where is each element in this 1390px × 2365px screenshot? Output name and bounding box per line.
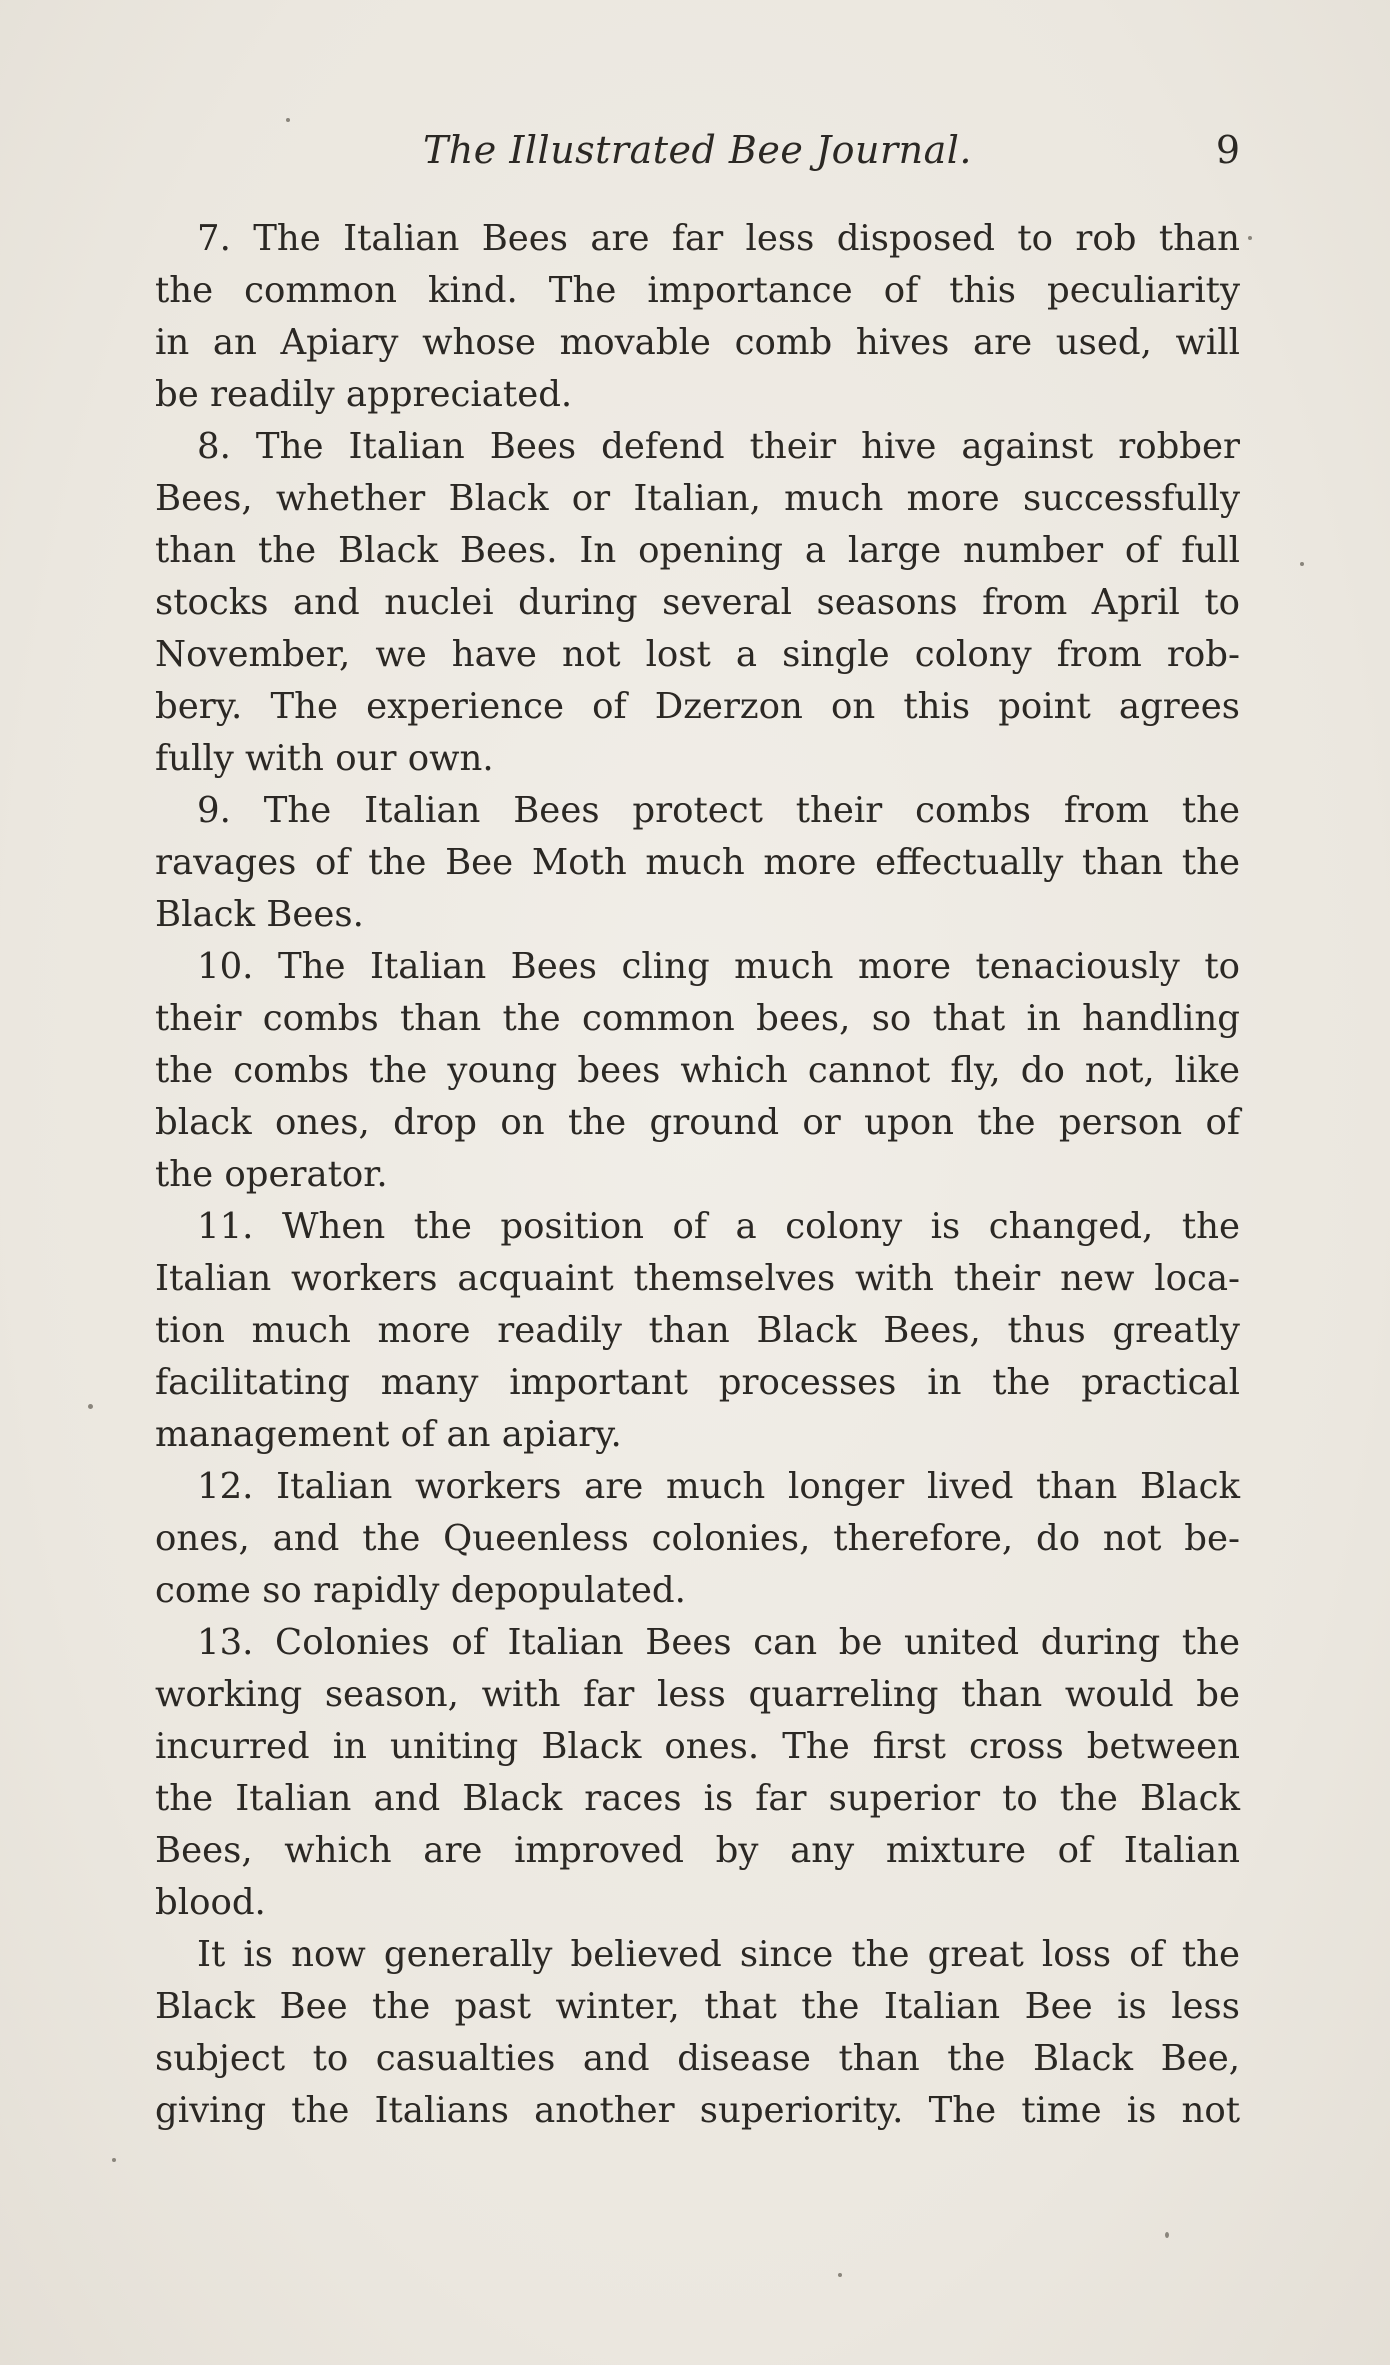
paper-speck (1248, 236, 1252, 240)
text-line: 10. The Italian Bees cling much more tenaciously to (197, 946, 1240, 987)
paper-speck (1165, 2232, 1169, 2238)
body-text (155, 213, 1240, 2137)
text-line: stocks and nuclei during several seasons from April to (155, 582, 1240, 623)
text-line: working season, with far less quarreling than would be (155, 1674, 1240, 1715)
text-line: Black Bee the past winter, that the Italian Bee is less (155, 1986, 1240, 2027)
text-line: management of an apiary. (155, 1414, 622, 1455)
paper-speck (286, 118, 290, 122)
text-line: 9. The Italian Bees protect their combs from the (197, 790, 1240, 831)
paper-speck (1300, 562, 1304, 566)
text-line: 8. The Italian Bees defend their hive against robber (197, 426, 1240, 467)
text-line: Bees, whether Black or Italian, much more successfully (155, 478, 1240, 519)
paper-speck (838, 2273, 842, 2277)
text-line: facilitating many important processes in the practical (155, 1362, 1240, 1403)
text-line: ravages of the Bee Moth much more effectually than the (155, 842, 1240, 883)
text-line: November, we have not lost a single colony from rob- (155, 634, 1240, 675)
text-line: be readily appreciated. (155, 374, 573, 415)
running-header (155, 128, 1240, 188)
text-line: It is now generally believed since the great loss of the (197, 1934, 1240, 1975)
page-number: 9 (1215, 128, 1240, 172)
text-line: giving the Italians another superiority. The time is not (155, 2090, 1240, 2131)
text-line: blood. (155, 1882, 266, 1923)
running-title: The Illustrated Bee Journal. (422, 128, 973, 172)
text-line: 12. Italian workers are much longer lived than Black (197, 1466, 1240, 1507)
text-line: incurred in uniting Black ones. The first cross between (155, 1726, 1240, 1767)
text-line: Italian workers acquaint themselves with their new loca- (155, 1258, 1240, 1299)
paper-speck (112, 2158, 116, 2162)
text-line: Black Bees. (155, 894, 364, 935)
text-line: than the Black Bees. In opening a large number of full (155, 530, 1240, 571)
text-line: come so rapidly depopulated. (155, 1570, 686, 1611)
text-line: their combs than the common bees, so that in handling (155, 998, 1240, 1039)
text-line: black ones, drop on the ground or upon the person of (155, 1102, 1240, 1143)
text-line: 13. Colonies of Italian Bees can be united during the (197, 1622, 1240, 1663)
text-line: Bees, which are improved by any mixture of Italian (155, 1830, 1240, 1871)
text-line: subject to casualties and disease than the Black Bee, (155, 2038, 1240, 2079)
text-line: 11. When the position of a colony is changed, the (197, 1206, 1240, 1247)
text-line: tion much more readily than Black Bees, thus greatly (155, 1310, 1240, 1351)
text-line: bery. The experience of Dzerzon on this point agrees (155, 686, 1240, 727)
text-line: ones, and the Queenless colonies, therefore, do not be- (155, 1518, 1240, 1559)
text-line: in an Apiary whose movable comb hives are used, will (155, 322, 1240, 363)
text-line: the combs the young bees which cannot fly, do not, like (155, 1050, 1240, 1091)
text-line: 7. The Italian Bees are far less disposed to rob than (197, 218, 1240, 259)
text-line: fully with our own. (155, 738, 494, 779)
text-line: the common kind. The importance of this peculiarity (155, 270, 1240, 311)
text-line: the operator. (155, 1154, 388, 1195)
paper-speck (88, 1404, 93, 1409)
text-line: the Italian and Black races is far superior to the Black (155, 1778, 1240, 1819)
